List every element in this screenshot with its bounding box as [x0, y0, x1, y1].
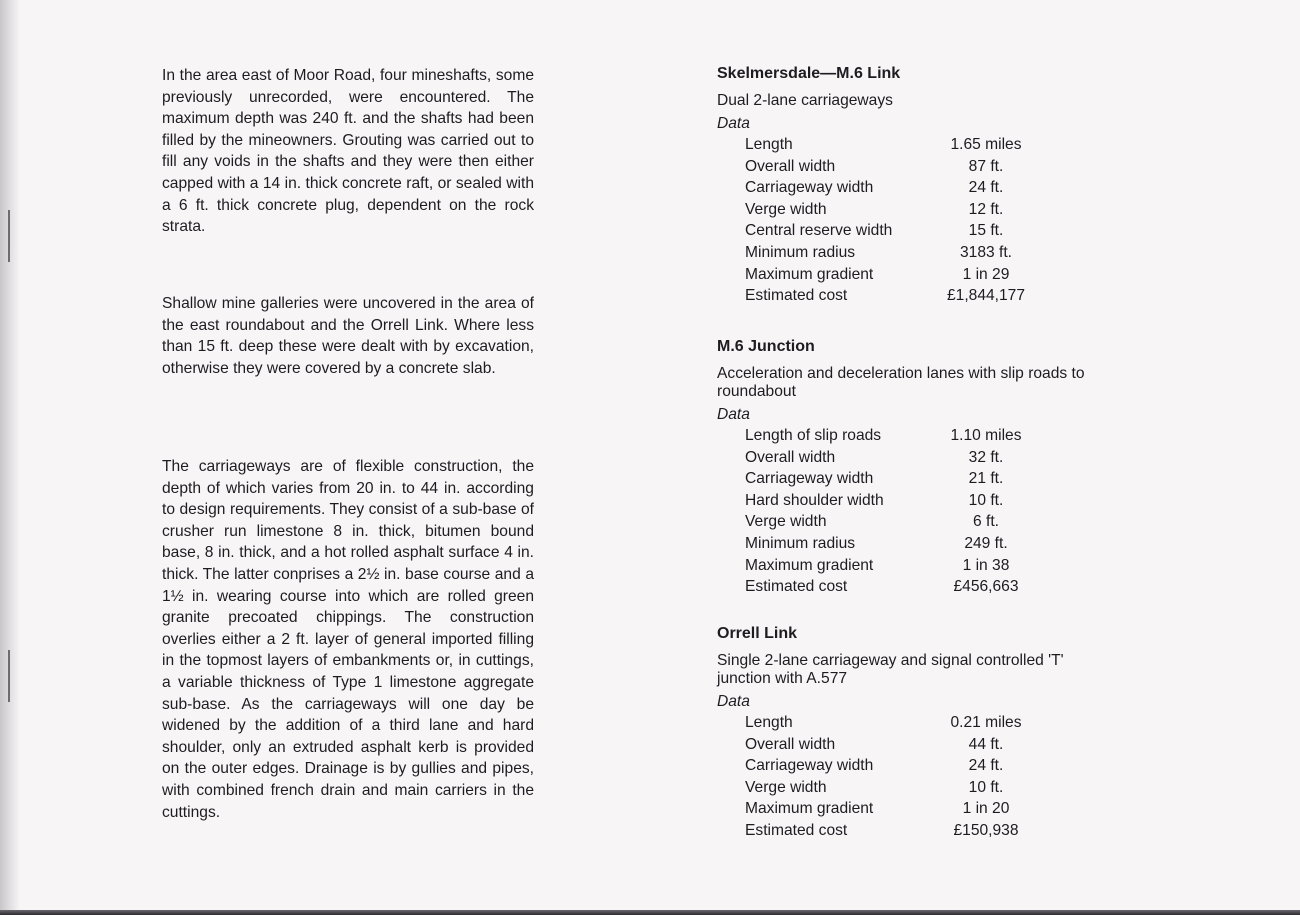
- row-label: Carriageway width: [745, 757, 874, 775]
- section-description: Single 2-lane carriageway and signal controlled 'T' junction with A.577: [717, 652, 1064, 687]
- row-label: Overall width: [745, 157, 836, 175]
- table-row: [745, 576, 1031, 598]
- table-row: [745, 490, 1031, 512]
- row-label: Length of slip roads: [745, 427, 882, 444]
- section-m6-junction: [717, 337, 1097, 598]
- table-row: [745, 712, 1031, 734]
- table-row: [745, 511, 1031, 533]
- row-label: Verge width: [745, 200, 827, 218]
- row-value: 24 ft.: [968, 757, 1004, 775]
- row-label: Verge width: [745, 513, 827, 531]
- row-label: Overall width: [745, 448, 836, 466]
- spine-mark: [8, 210, 10, 262]
- row-value: 10 ft.: [968, 491, 1004, 509]
- section-orrell-link: [717, 624, 1097, 842]
- row-label: Maximum gradient: [745, 800, 874, 818]
- data-table: [745, 134, 1031, 307]
- row-value: 24 ft.: [968, 179, 1004, 197]
- table-row: [745, 177, 1031, 199]
- data-table: [745, 712, 1031, 842]
- table-row: [745, 777, 1031, 799]
- row-label: Carriageway width: [745, 470, 874, 488]
- row-value: £1,844,177: [946, 287, 1026, 305]
- table-row: [745, 533, 1031, 555]
- paragraph-carriageways: The carriageways are of flexible construction, the depth of which varies from 20 in. to 44 in. according to design requirements. They consist of a sub-base of crusher run limestone 8 in. thick, bitumen bound base, 8 in. thick, and a hot rolled asphalt surface 4 in. thick. The latter conprises a 2½ in. base course and a 1½ in. wearing course into which are rolled green granite precoated chippings. The construction overlies either a 2 ft. layer of general imported filling in the topmost layers of embankments or, in cuttings, a variable thickness of Type 1 limestone aggregate sub-base. As the carriageways will one day be widened by the addition of a third lane and hard shoulder, only an extruded asphalt kerb is provided on the outer edges. Drainage is by gullies and pipes, with combined french drain and main carriers in the cuttings.: [162, 458, 534, 821]
- table-row: [745, 468, 1031, 490]
- row-value: 3183 ft.: [959, 243, 1013, 261]
- table-row: [745, 220, 1031, 242]
- table-row: [745, 199, 1031, 221]
- table-row: [745, 755, 1031, 777]
- section-title: Skelmersdale—M.6 Link: [717, 65, 901, 82]
- table-row: [745, 242, 1031, 264]
- row-label: Length: [745, 714, 793, 731]
- row-value: £150,938: [953, 821, 1019, 839]
- row-value: 6 ft.: [972, 513, 999, 531]
- row-label: Maximum gradient: [745, 556, 874, 574]
- table-row: [745, 734, 1031, 756]
- row-label: Central reserve width: [745, 222, 893, 240]
- row-value: 15 ft.: [968, 222, 1004, 240]
- row-value: 1 in 38: [962, 556, 1010, 574]
- data-heading: Data: [717, 115, 750, 132]
- row-value: 32 ft.: [968, 448, 1004, 466]
- row-label: Carriageway width: [745, 179, 874, 197]
- data-heading: Data: [717, 406, 750, 423]
- page-spine-shadow: [0, 0, 20, 915]
- row-label: Overall width: [745, 735, 836, 753]
- section-description: Dual 2-lane carriageways: [717, 92, 893, 109]
- data-heading: Data: [717, 693, 750, 710]
- row-value: 10 ft.: [968, 778, 1004, 796]
- row-value: £456,663: [953, 578, 1019, 596]
- row-label: Estimated cost: [745, 578, 848, 596]
- paragraph-mineshafts: In the area east of Moor Road, four mineshafts, some previously unrecorded, were encountered. The maximum depth was 240 ft. and the shafts had been filled by the mineowners. Grouting was carried out to fill any voids in the shafts and they were then either capped with a 14 in. thick concrete raft, or sealed with a 6 ft. thick concrete plug, dependent on the rock strata.: [162, 67, 534, 236]
- section-skelmersdale-m6-link: [717, 64, 1097, 307]
- spine-mark: [8, 650, 10, 702]
- table-row: [745, 820, 1031, 842]
- page-bottom-edge: [0, 910, 1300, 915]
- row-value: 1.10 miles: [950, 427, 1022, 444]
- table-row: [745, 264, 1031, 286]
- row-value: 1.65 miles: [950, 136, 1022, 153]
- row-label: Maximum gradient: [745, 265, 874, 283]
- row-value: 1 in 29: [962, 265, 1010, 283]
- row-label: Minimum radius: [745, 534, 856, 552]
- table-row: [745, 447, 1031, 469]
- data-table: [745, 425, 1031, 598]
- table-row: [745, 134, 1031, 156]
- section-title: M.6 Junction: [717, 338, 815, 355]
- row-value: 12 ft.: [968, 200, 1004, 218]
- row-value: 44 ft.: [968, 735, 1004, 753]
- row-value: 0.21 miles: [950, 714, 1022, 731]
- row-label: Minimum radius: [745, 243, 856, 261]
- row-value: 249 ft.: [964, 534, 1008, 552]
- table-row: [745, 798, 1031, 820]
- section-description: Acceleration and deceleration lanes with slip roads to roundabout: [717, 365, 1085, 400]
- table-row: [745, 425, 1031, 447]
- section-title: Orrell Link: [717, 625, 798, 642]
- table-row: [745, 156, 1031, 178]
- row-label: Length: [745, 136, 793, 153]
- row-label: Hard shoulder width: [745, 491, 884, 509]
- row-label: Verge width: [745, 778, 827, 796]
- paragraph-mine-galleries: Shallow mine galleries were uncovered in the area of the east roundabout and the Orrell Link. Where less than 15 ft. deep these were dealt with by excavation, otherwise they were covered by a concrete slab.: [162, 295, 534, 377]
- table-row: [745, 555, 1031, 577]
- row-label: Estimated cost: [745, 287, 848, 305]
- table-row: [745, 285, 1031, 307]
- row-value: 21 ft.: [968, 470, 1004, 488]
- row-value: 87 ft.: [968, 157, 1004, 175]
- row-value: 1 in 20: [962, 800, 1010, 818]
- row-label: Estimated cost: [745, 821, 848, 839]
